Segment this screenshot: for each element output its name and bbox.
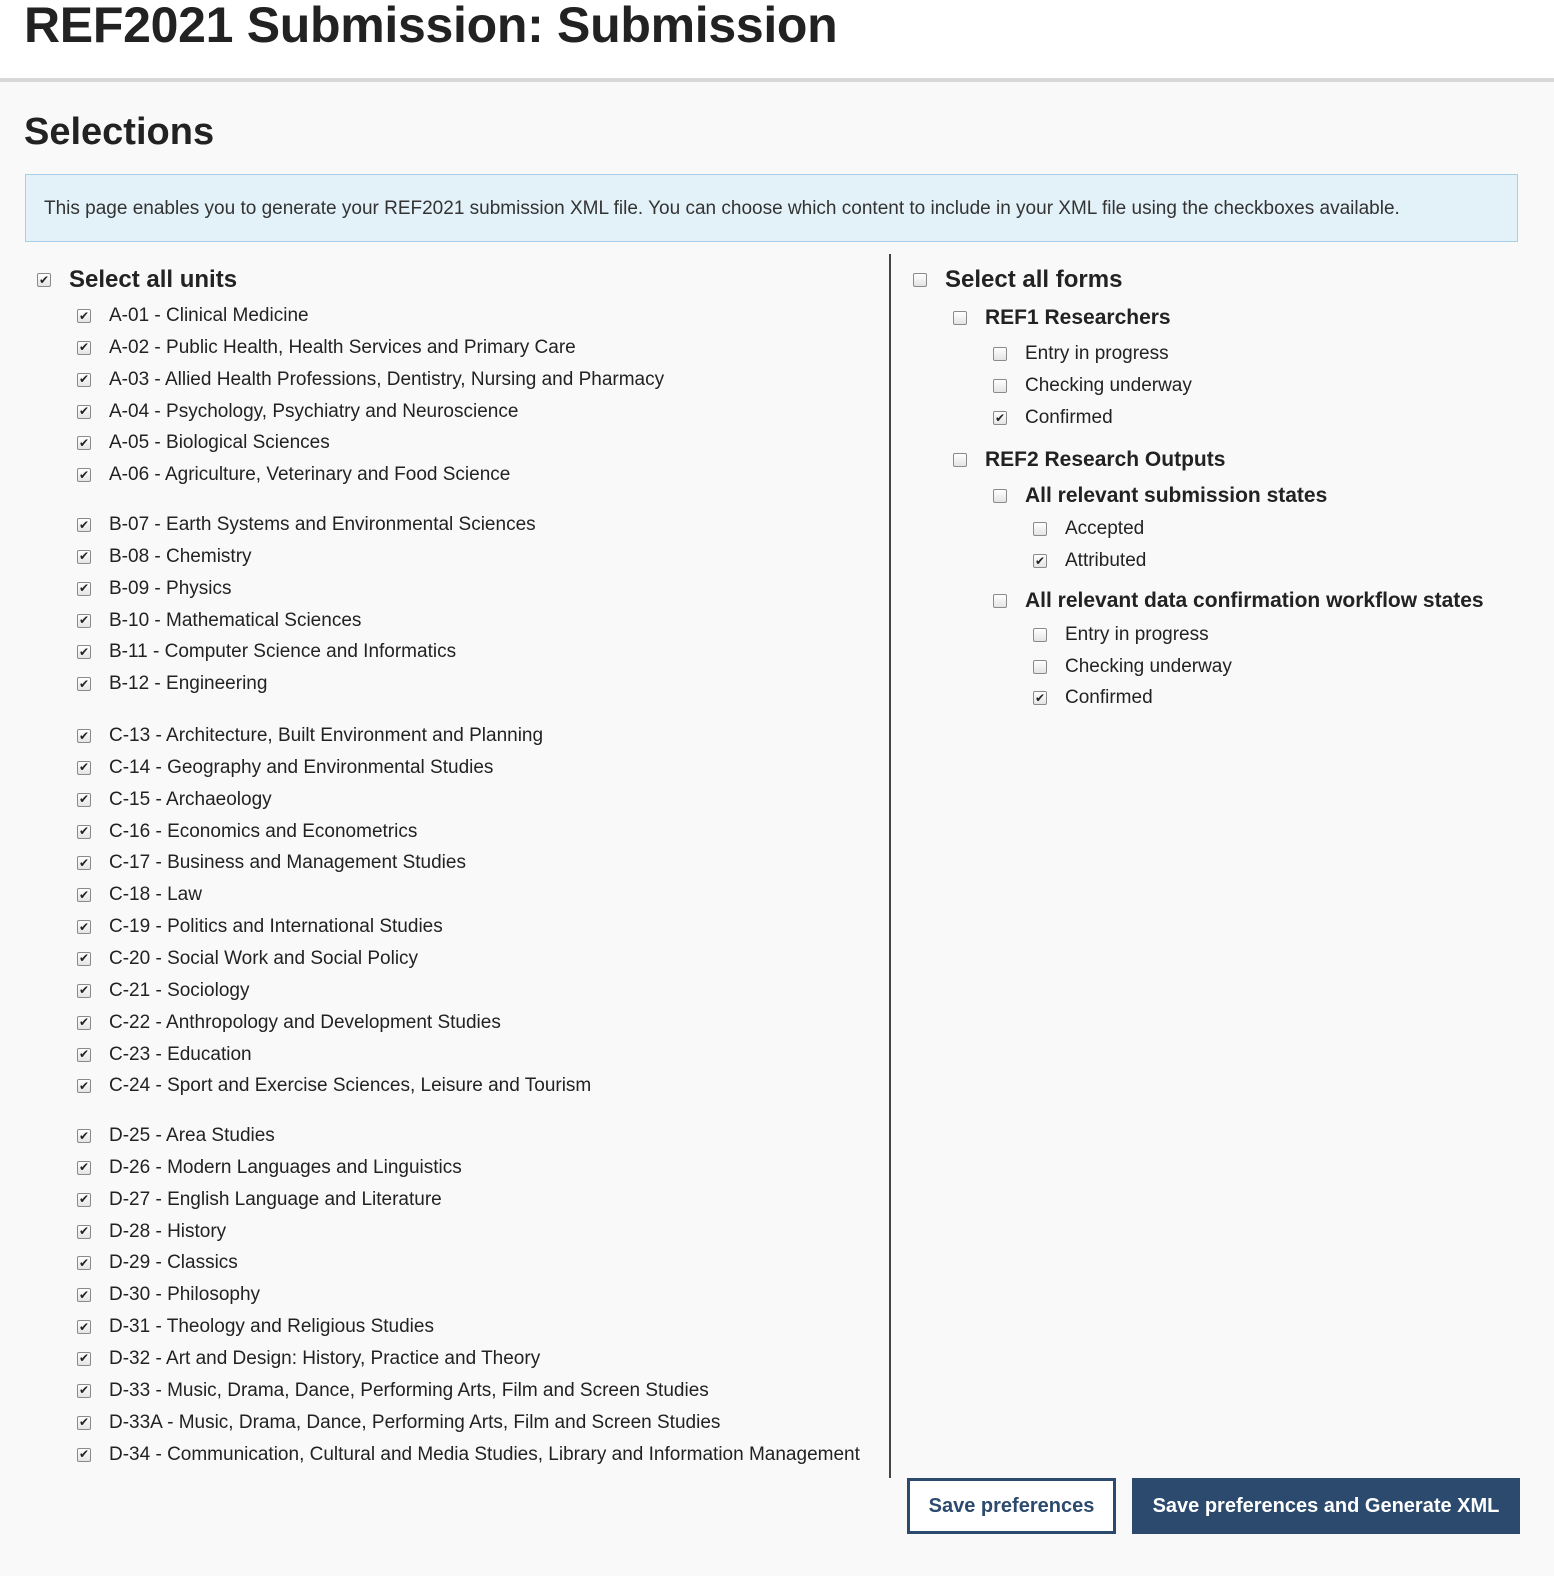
page-title: REF2021 Submission: Submission	[24, 0, 838, 53]
ref1-researchers-label: REF1 Researchers	[985, 306, 1171, 329]
unit-item-label: B-11 - Computer Science and Informatics	[109, 641, 457, 663]
checkbox[interactable]	[1033, 691, 1047, 705]
unit-item-label: C-23 - Education	[109, 1043, 252, 1065]
checkbox[interactable]	[77, 1256, 91, 1270]
unit-item-label: C-24 - Sport and Exercise Sciences, Leisure and Tourism	[109, 1075, 592, 1097]
unit-item[interactable]	[77, 669, 267, 699]
checkbox[interactable]	[77, 920, 91, 934]
unit-item-label: C-14 - Geography and Environmental Studies	[109, 756, 494, 778]
select-all-forms-label: Select all forms	[945, 266, 1123, 293]
checkbox[interactable]	[77, 888, 91, 902]
checkbox[interactable]	[913, 273, 927, 287]
unit-item-label: A-01 - Clinical Medicine	[109, 305, 309, 326]
save-preferences-button[interactable]: Save preferences	[907, 1478, 1116, 1534]
unit-item[interactable]	[77, 301, 309, 331]
checkbox[interactable]	[77, 1016, 91, 1030]
checkbox[interactable]	[77, 1384, 91, 1398]
unit-item-label: A-02 - Public Health, Health Services and Primary Care	[109, 336, 576, 358]
checkbox[interactable]	[77, 856, 91, 870]
unit-item[interactable]	[77, 1121, 275, 1151]
workflow-state[interactable]	[1033, 620, 1209, 650]
unit-item[interactable]	[77, 1071, 591, 1101]
unit-item-label: D-28 - History	[109, 1220, 227, 1242]
unit-item-label: D-32 - Art and Design: History, Practice and Theory	[109, 1347, 541, 1369]
checkbox[interactable]	[77, 1079, 91, 1093]
checkbox[interactable]	[993, 379, 1007, 393]
ref1-state-label: Checking underway	[1025, 375, 1192, 396]
workflow-state[interactable]	[1033, 683, 1153, 713]
checkbox[interactable]	[1033, 554, 1047, 568]
unit-item[interactable]	[77, 1248, 238, 1278]
checkbox[interactable]	[1033, 522, 1047, 536]
info-message: This page enables you to generate your REF2021 submission XML file. You can choose which content to include in your XML file using the checkboxes available.	[25, 174, 1518, 242]
unit-item-label: C-17 - Business and Management Studies	[109, 852, 466, 874]
checkbox[interactable]	[77, 1161, 91, 1175]
ref1-state-label: Confirmed	[1025, 407, 1113, 428]
checkbox[interactable]	[37, 273, 51, 287]
column-divider	[889, 254, 891, 1478]
unit-item[interactable]	[77, 333, 576, 363]
checkbox[interactable]	[77, 550, 91, 564]
unit-item-label: B-08 - Chemistry	[109, 545, 252, 567]
unit-item-label: C-20 - Social Work and Social Policy	[109, 947, 419, 969]
unit-item-label: C-13 - Architecture, Built Environment and Planning	[109, 725, 544, 746]
checkbox[interactable]	[77, 1193, 91, 1207]
unit-item-label: B-07 - Earth Systems and Environmental Sciences	[109, 514, 536, 535]
unit-item-label: D-33A - Music, Drama, Dance, Performing Arts, Film and Screen Studies	[109, 1411, 721, 1433]
unit-item-label: D-34 - Communication, Cultural and Media Studies, Library and Information Management	[109, 1443, 860, 1465]
ref2-research-outputs-label: REF2 Research Outputs	[985, 448, 1226, 471]
checkbox[interactable]	[77, 582, 91, 596]
unit-item-label: D-26 - Modern Languages and Linguistics	[109, 1156, 462, 1178]
submission-state[interactable]	[1033, 514, 1144, 544]
unit-item[interactable]	[77, 510, 536, 540]
unit-item[interactable]	[77, 574, 231, 604]
checkbox[interactable]	[77, 1129, 91, 1143]
unit-item-label: B-09 - Physics	[109, 577, 232, 599]
checkbox[interactable]	[77, 341, 91, 355]
workflow-state-label: Entry in progress	[1065, 624, 1209, 645]
unit-item[interactable]	[77, 753, 493, 783]
submission-states-label: All relevant submission states	[1025, 484, 1328, 507]
checkbox[interactable]	[77, 1416, 91, 1430]
save-and-generate-xml-button[interactable]: Save preferences and Generate XML	[1132, 1478, 1520, 1534]
ref1-state[interactable]	[993, 339, 1169, 369]
unit-item-label: D-25 - Area Studies	[109, 1125, 275, 1146]
unit-item[interactable]	[77, 1280, 260, 1310]
unit-item-label: C-16 - Economics and Econometrics	[109, 820, 418, 842]
ref1-state-label: Entry in progress	[1025, 343, 1169, 364]
unit-item-label: D-29 - Classics	[109, 1252, 238, 1274]
unit-item-label: C-22 - Anthropology and Development Studies	[109, 1011, 501, 1033]
checkbox[interactable]	[77, 761, 91, 775]
checkbox[interactable]	[77, 645, 91, 659]
ref1-researchers[interactable]	[953, 303, 1171, 333]
unit-item[interactable]	[77, 1153, 462, 1183]
unit-item[interactable]	[77, 721, 543, 751]
ref1-state[interactable]	[993, 403, 1113, 433]
unit-item[interactable]	[77, 1376, 709, 1406]
submission-state-label: Attributed	[1065, 550, 1147, 571]
unit-item-label: D-27 - English Language and Literature	[109, 1188, 442, 1210]
checkbox[interactable]	[993, 411, 1007, 425]
workflow-state-label: Checking underway	[1065, 656, 1232, 677]
unit-item[interactable]	[77, 1217, 226, 1247]
checkbox[interactable]	[1033, 660, 1047, 674]
unit-item-label: A-06 - Agriculture, Veterinary and Food Science	[109, 464, 511, 486]
unit-item-label: C-15 - Archaeology	[109, 788, 272, 810]
submission-states[interactable]	[993, 481, 1327, 511]
unit-item[interactable]	[77, 1040, 252, 1070]
unit-item[interactable]	[77, 637, 456, 667]
unit-item-label: D-31 - Theology and Religious Studies	[109, 1316, 434, 1338]
checkbox[interactable]	[953, 453, 967, 467]
unit-item-label: A-03 - Allied Health Professions, Dentistry, Nursing and Pharmacy	[109, 368, 665, 390]
checkbox[interactable]	[77, 825, 91, 839]
checkbox[interactable]	[77, 729, 91, 743]
checkbox[interactable]	[77, 405, 91, 419]
unit-item[interactable]	[77, 1008, 501, 1038]
unit-item[interactable]	[77, 1440, 860, 1470]
section-title: Selections	[24, 111, 215, 153]
checkbox[interactable]	[77, 1352, 91, 1366]
checkbox[interactable]	[993, 594, 1007, 608]
workflow-states[interactable]	[993, 586, 1484, 616]
unit-item-label: C-21 - Sociology	[109, 979, 250, 1001]
unit-item[interactable]	[77, 848, 466, 878]
unit-item[interactable]	[77, 1312, 434, 1342]
unit-item[interactable]	[77, 606, 361, 636]
checkbox[interactable]	[77, 309, 91, 323]
workflow-states-label: All relevant data confirmation workflow states	[1025, 589, 1484, 612]
checkbox[interactable]	[77, 677, 91, 691]
unit-item[interactable]	[77, 976, 249, 1006]
unit-item-label: C-19 - Politics and International Studies	[109, 916, 443, 938]
ref1-state[interactable]	[993, 371, 1192, 401]
unit-item-label: D-33 - Music, Drama, Dance, Performing Arts, Film and Screen Studies	[109, 1379, 709, 1401]
checkbox[interactable]	[77, 1320, 91, 1334]
checkbox[interactable]	[77, 373, 91, 387]
checkbox[interactable]	[77, 1225, 91, 1239]
checkbox[interactable]	[77, 793, 91, 807]
checkbox[interactable]	[993, 489, 1007, 503]
checkbox[interactable]	[77, 436, 91, 450]
unit-item[interactable]	[77, 542, 252, 572]
unit-item[interactable]	[77, 365, 664, 395]
unit-item-label: C-18 - Law	[109, 884, 202, 906]
checkbox[interactable]	[77, 1448, 91, 1462]
workflow-state[interactable]	[1033, 652, 1232, 682]
submission-state-label: Accepted	[1065, 518, 1145, 539]
unit-item[interactable]	[77, 1408, 720, 1438]
checkbox[interactable]	[77, 952, 91, 966]
unit-item[interactable]	[77, 817, 417, 847]
checkbox[interactable]	[77, 518, 91, 532]
checkbox[interactable]	[77, 984, 91, 998]
select-all-units[interactable]	[37, 265, 237, 295]
select-all-forms[interactable]	[913, 265, 1122, 295]
unit-item-label: B-10 - Mathematical Sciences	[109, 609, 362, 631]
checkbox[interactable]	[77, 1048, 91, 1062]
unit-item-label: D-30 - Philosophy	[109, 1284, 261, 1306]
unit-item-label: A-05 - Biological Sciences	[109, 432, 330, 454]
submission-state[interactable]	[1033, 546, 1146, 576]
page-header	[0, 0, 1554, 82]
checkbox[interactable]	[993, 347, 1007, 361]
unit-item[interactable]	[77, 912, 443, 942]
workflow-state-label: Confirmed	[1065, 687, 1153, 708]
unit-item[interactable]	[77, 944, 418, 974]
unit-item[interactable]	[77, 428, 330, 458]
unit-item[interactable]	[77, 1185, 442, 1215]
select-all-units-label: Select all units	[69, 266, 238, 293]
unit-item[interactable]	[77, 1344, 540, 1374]
checkbox[interactable]	[77, 468, 91, 482]
ref2-research-outputs[interactable]	[953, 445, 1225, 475]
unit-item-label: A-04 - Psychology, Psychiatry and Neuroscience	[109, 400, 519, 422]
unit-item[interactable]	[77, 397, 518, 427]
unit-item[interactable]	[77, 460, 510, 490]
unit-item[interactable]	[77, 785, 272, 815]
checkbox[interactable]	[77, 1288, 91, 1302]
checkbox[interactable]	[1033, 628, 1047, 642]
unit-item[interactable]	[77, 880, 202, 910]
unit-item-label: B-12 - Engineering	[109, 673, 268, 695]
checkbox[interactable]	[953, 311, 967, 325]
checkbox[interactable]	[77, 614, 91, 628]
